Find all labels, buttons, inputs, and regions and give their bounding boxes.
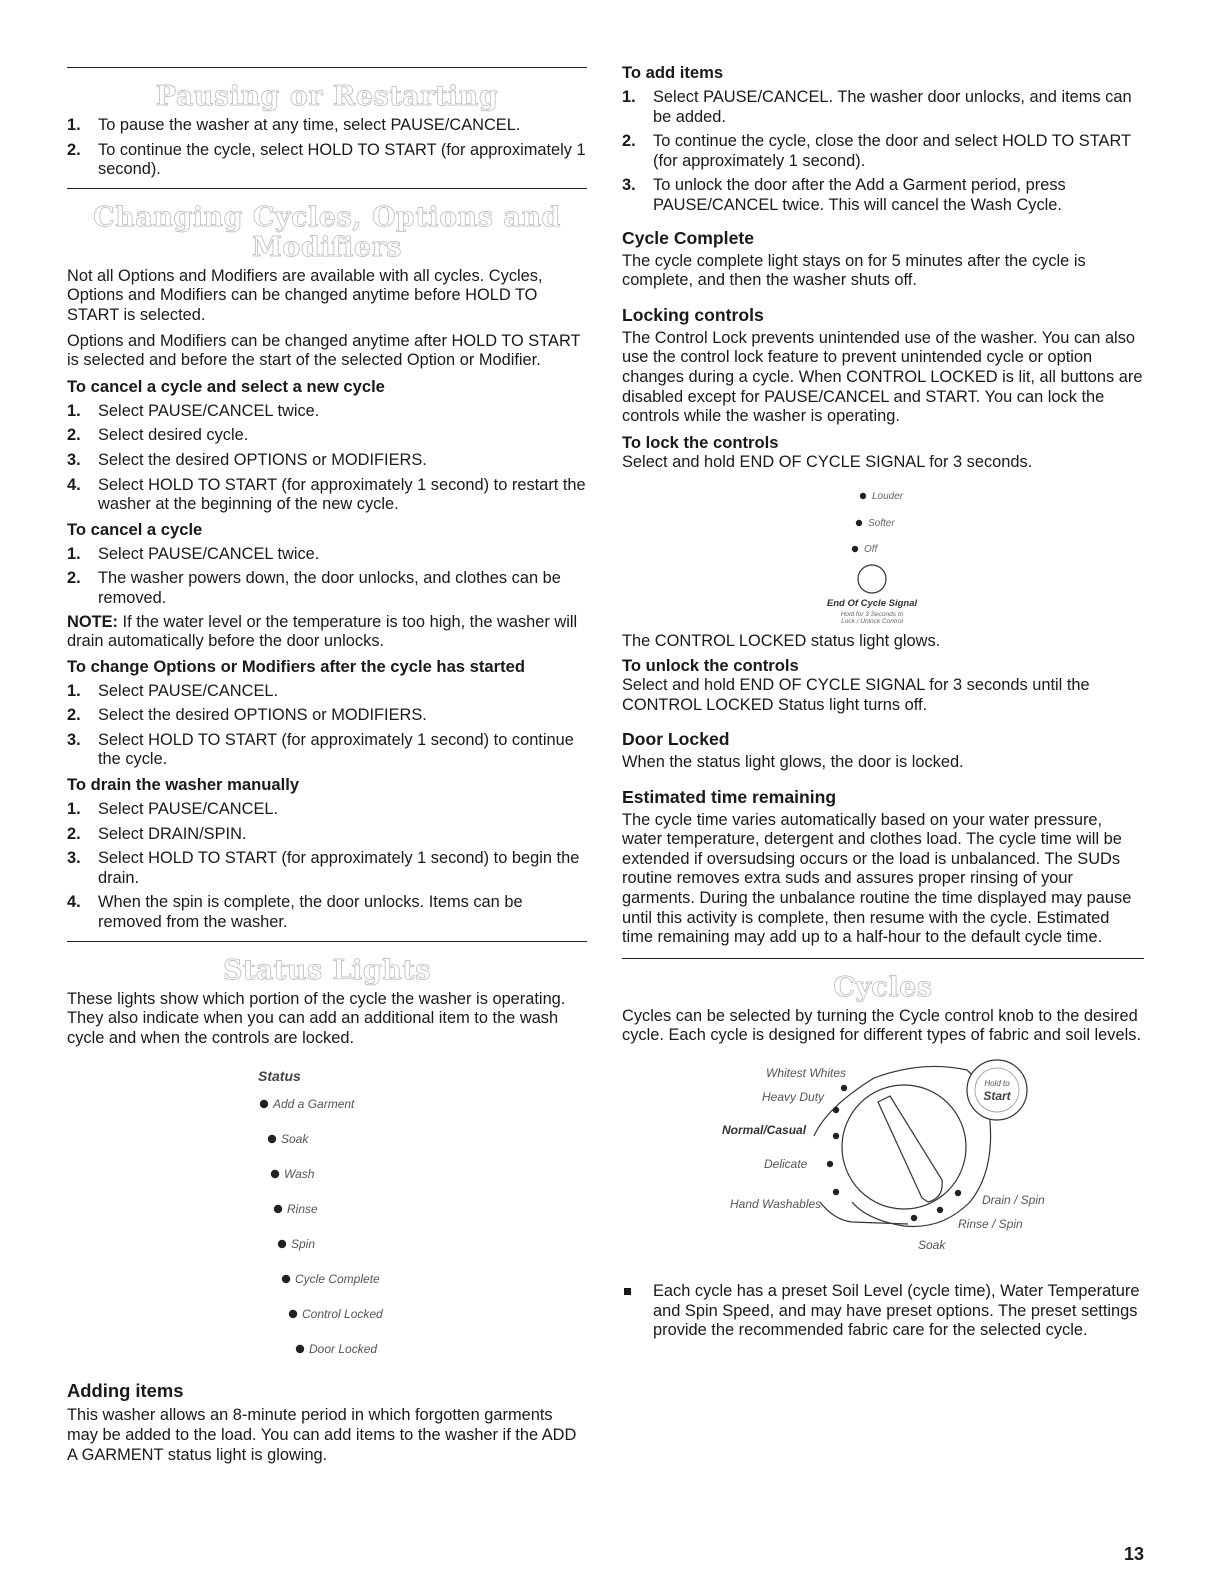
svg-text:Off: Off	[864, 544, 878, 556]
svg-text:Softer: Softer	[868, 518, 895, 530]
left-column	[67, 0, 587, 1465]
svg-text:Control Locked: Control Locked	[302, 1307, 383, 1322]
signal-level-softer	[856, 518, 896, 529]
heading-adding-items: Adding items	[67, 1380, 184, 1402]
cycle-label-delicate: Delicate	[764, 1157, 808, 1172]
cycle-label-hand-washables: Hand Washables	[730, 1197, 822, 1212]
cycle-label-heavy-duty: Heavy Duty	[762, 1090, 825, 1105]
heading-locking-controls: Locking controls	[622, 304, 764, 325]
page-number: 13	[1123, 1544, 1144, 1564]
status-light-spin	[278, 1237, 316, 1251]
control-locked-glows: The CONTROL LOCKED status light glows.	[622, 632, 941, 651]
cycles-bullet: Each cycle has a preset Soil Level (cycle time), Water Temperature and Spin Speed, and may have preset options. The preset settings provide the recommended fabric care for the selected cycle.	[622, 1282, 1144, 1341]
cycle-label-rinse-spin: Rinse / Spin	[958, 1217, 1023, 1232]
list-item: 2. To continue the cycle, select HOLD TO START (for approximately 1 second).	[67, 140, 586, 179]
list-item: 4. When the spin is complete, the door unlocks. Items can be removed from the washer.	[67, 893, 523, 932]
heading-cancel-select: To cancel a cycle and select a new cycle	[67, 376, 385, 396]
start-label: Start	[983, 1089, 1011, 1104]
heading-door-locked: Door Locked	[622, 729, 730, 750]
adding-items-para: This washer allows an 8-minute period in which forgotten garments may be added to the load. You can add items to the washer if the ADD A GARMENT status light is glowing.	[67, 1406, 577, 1464]
drain-list	[67, 800, 587, 933]
list-item: 2. Select desired cycle.	[67, 426, 249, 445]
heading-to-add-items: To add items	[622, 63, 724, 82]
lock-controls-text: Select and hold END OF CYCLE SIGNAL for 3 seconds.	[622, 452, 1033, 471]
status-panel-title: Status	[258, 1068, 301, 1085]
unlock-controls-text: Select and hold END OF CYCLE SIGNAL for 3 seconds until the CONTROL LOCKED Status light turns off.	[622, 675, 1090, 714]
signal-sub-1: Hold for 3 Seconds to	[840, 611, 904, 619]
svg-text:Louder: Louder	[872, 491, 904, 503]
note: NOTE: If the water level or the temperature is too high, the washer will drain automatically before the door unlocks.	[67, 612, 578, 651]
list-item: 2. The washer powers down, the door unlocks, and clothes can be removed.	[67, 569, 561, 607]
end-of-cycle-signal-panel	[622, 476, 1144, 624]
heading-cycle-complete: Cycle Complete	[622, 227, 754, 248]
signal-level-off	[852, 544, 879, 555]
cycle-label-normal-casual: Normal/Casual	[722, 1123, 807, 1138]
svg-text:Spin: Spin	[291, 1237, 316, 1252]
status-light-cycle-complete	[282, 1272, 380, 1286]
status-light-rinse	[274, 1202, 318, 1216]
hold-to-label: Hold to	[984, 1079, 1010, 1089]
list-item: 4. Select HOLD TO START (for approximately 1 second) to restart the washer at the beginning of the new cycle.	[67, 475, 586, 514]
list-item: 1. Select PAUSE/CANCEL. The washer door unlocks, and items can be added.	[622, 88, 1132, 126]
list-item: 1. To pause the washer at any time, select PAUSE/CANCEL.	[67, 116, 521, 134]
to-add-list	[622, 88, 1144, 216]
cycle-knob-diagram	[622, 1052, 1144, 1272]
svg-text:Soak: Soak	[281, 1132, 309, 1147]
status-light-control-locked	[289, 1307, 383, 1321]
status-light-add-garment	[260, 1097, 355, 1111]
status-lights-panel	[67, 1056, 587, 1366]
heading-cancel: To cancel a cycle	[67, 519, 203, 539]
heading-unlock-controls: To unlock the controls	[622, 655, 799, 675]
svg-text:Door Locked: Door Locked	[309, 1342, 378, 1357]
list-item: 1. Select PAUSE/CANCEL twice.	[67, 401, 320, 420]
change-options-list	[67, 682, 587, 770]
signal-sub-2: Lock / Unlock Control	[841, 618, 903, 625]
cancel-list	[67, 545, 587, 609]
signal-title: End Of Cycle Signal	[826, 598, 918, 610]
section-title-changing: Changing Cycles, Options and Modifiers	[93, 201, 561, 263]
cycle-complete-para: The cycle complete light stays on for 5 minutes after the cycle is complete, and then the washer shuts off.	[622, 251, 1086, 290]
right-column	[622, 0, 1144, 1341]
pausing-list	[67, 116, 587, 180]
list-item: 2. Select the desired OPTIONS or MODIFIERS.	[67, 706, 427, 725]
status-light-soak	[268, 1132, 310, 1146]
list-item: 3. Select HOLD TO START (for approximately 1 second) to begin the drain.	[67, 849, 580, 887]
heading-change-options: To change Options or Modifiers after the cycle has started	[67, 656, 525, 676]
svg-text:Add a Garment: Add a Garment	[273, 1097, 355, 1112]
status-light-wash	[271, 1167, 315, 1181]
end-of-cycle-signal-button[interactable]	[858, 565, 886, 593]
list-item: 1. Select PAUSE/CANCEL.	[67, 800, 279, 819]
list-item: 2. To continue the cycle, close the door and select HOLD TO START (for approximately 1 second).	[622, 132, 1131, 170]
list-item: 1. Select PAUSE/CANCEL.	[67, 681, 279, 700]
bullet-icon	[624, 1288, 631, 1295]
status-light-door-locked	[296, 1342, 378, 1356]
list-item: 3. Select HOLD TO START (for approximately 1 second) to continue the cycle.	[67, 730, 574, 769]
estimated-time-para: The cycle time varies automatically based on your water pressure, water temperature, detergent and clothes load. The cycle time will be extended if oversudsing occurs or the load is unbalanced. The SUDs routine removes extra suds and assures proper rinsing of your garments. During the unbalance routine the time displayed may pause until this activity is complete, then resume with the cycle. Estimated time remaining may add up to a half-hour to the default cycle time.	[622, 810, 1132, 947]
cycles-para: Cycles can be selected by turning the Cycle control knob to the desired cycle. Each cycle is designed for different types of fabric and soil levels.	[622, 1006, 1141, 1045]
heading-estimated-time: Estimated time remaining	[622, 786, 837, 807]
list-item: 3. To unlock the door after the Add a Garment period, press PAUSE/CANCEL twice. This will cancel the Wash Cycle.	[622, 176, 1066, 214]
section-title-cycles: Cycles	[833, 971, 933, 1003]
svg-text:Rinse: Rinse	[287, 1202, 318, 1217]
changing-para-2: Options and Modifiers can be changed anytime after HOLD TO START is selected and before the start of the selected Option or Modifier.	[67, 331, 581, 370]
svg-text:Cycle Complete: Cycle Complete	[295, 1272, 380, 1287]
svg-text:Wash: Wash	[284, 1167, 315, 1182]
cancel-select-list	[67, 402, 587, 515]
heading-drain: To drain the washer manually	[67, 775, 300, 795]
heading-lock-controls: To lock the controls	[622, 432, 779, 452]
cycle-label-whitest-whites: Whitest Whites	[766, 1066, 847, 1081]
list-item: 3. Select the desired OPTIONS or MODIFIERS.	[67, 450, 427, 469]
changing-para-1: Not all Options and Modifiers are available with all cycles. Cycles, Options and Modifiers can be changed anytime before HOLD TO START is selected.	[67, 266, 543, 324]
list-item: 2. Select DRAIN/SPIN.	[67, 824, 247, 843]
section-title-pausing: Pausing or Restarting	[155, 81, 499, 112]
door-locked-para: When the status light glows, the door is locked.	[622, 753, 964, 772]
locking-para: The Control Lock prevents unintended use of the washer. You can also use the control lock feature to prevent unintended cycle or option changes during a cycle. When CONTROL LOCKED is lit, all buttons are disabled except for PAUSE/CANCEL and START. You can lock the controls while the washer is operating.	[622, 328, 1143, 426]
list-item: 1. Select PAUSE/CANCEL twice.	[67, 544, 320, 563]
section-title-status-lights: Status Lights	[222, 954, 432, 986]
signal-level-louder	[860, 491, 904, 502]
cycle-label-drain-spin: Drain / Spin	[982, 1193, 1045, 1208]
cycle-label-soak: Soak	[918, 1238, 946, 1253]
status-lights-para: These lights show which portion of the cycle the washer is operating. They also indicate when you can add an additional item to the wash cycle and when the controls are locked.	[67, 989, 566, 1047]
